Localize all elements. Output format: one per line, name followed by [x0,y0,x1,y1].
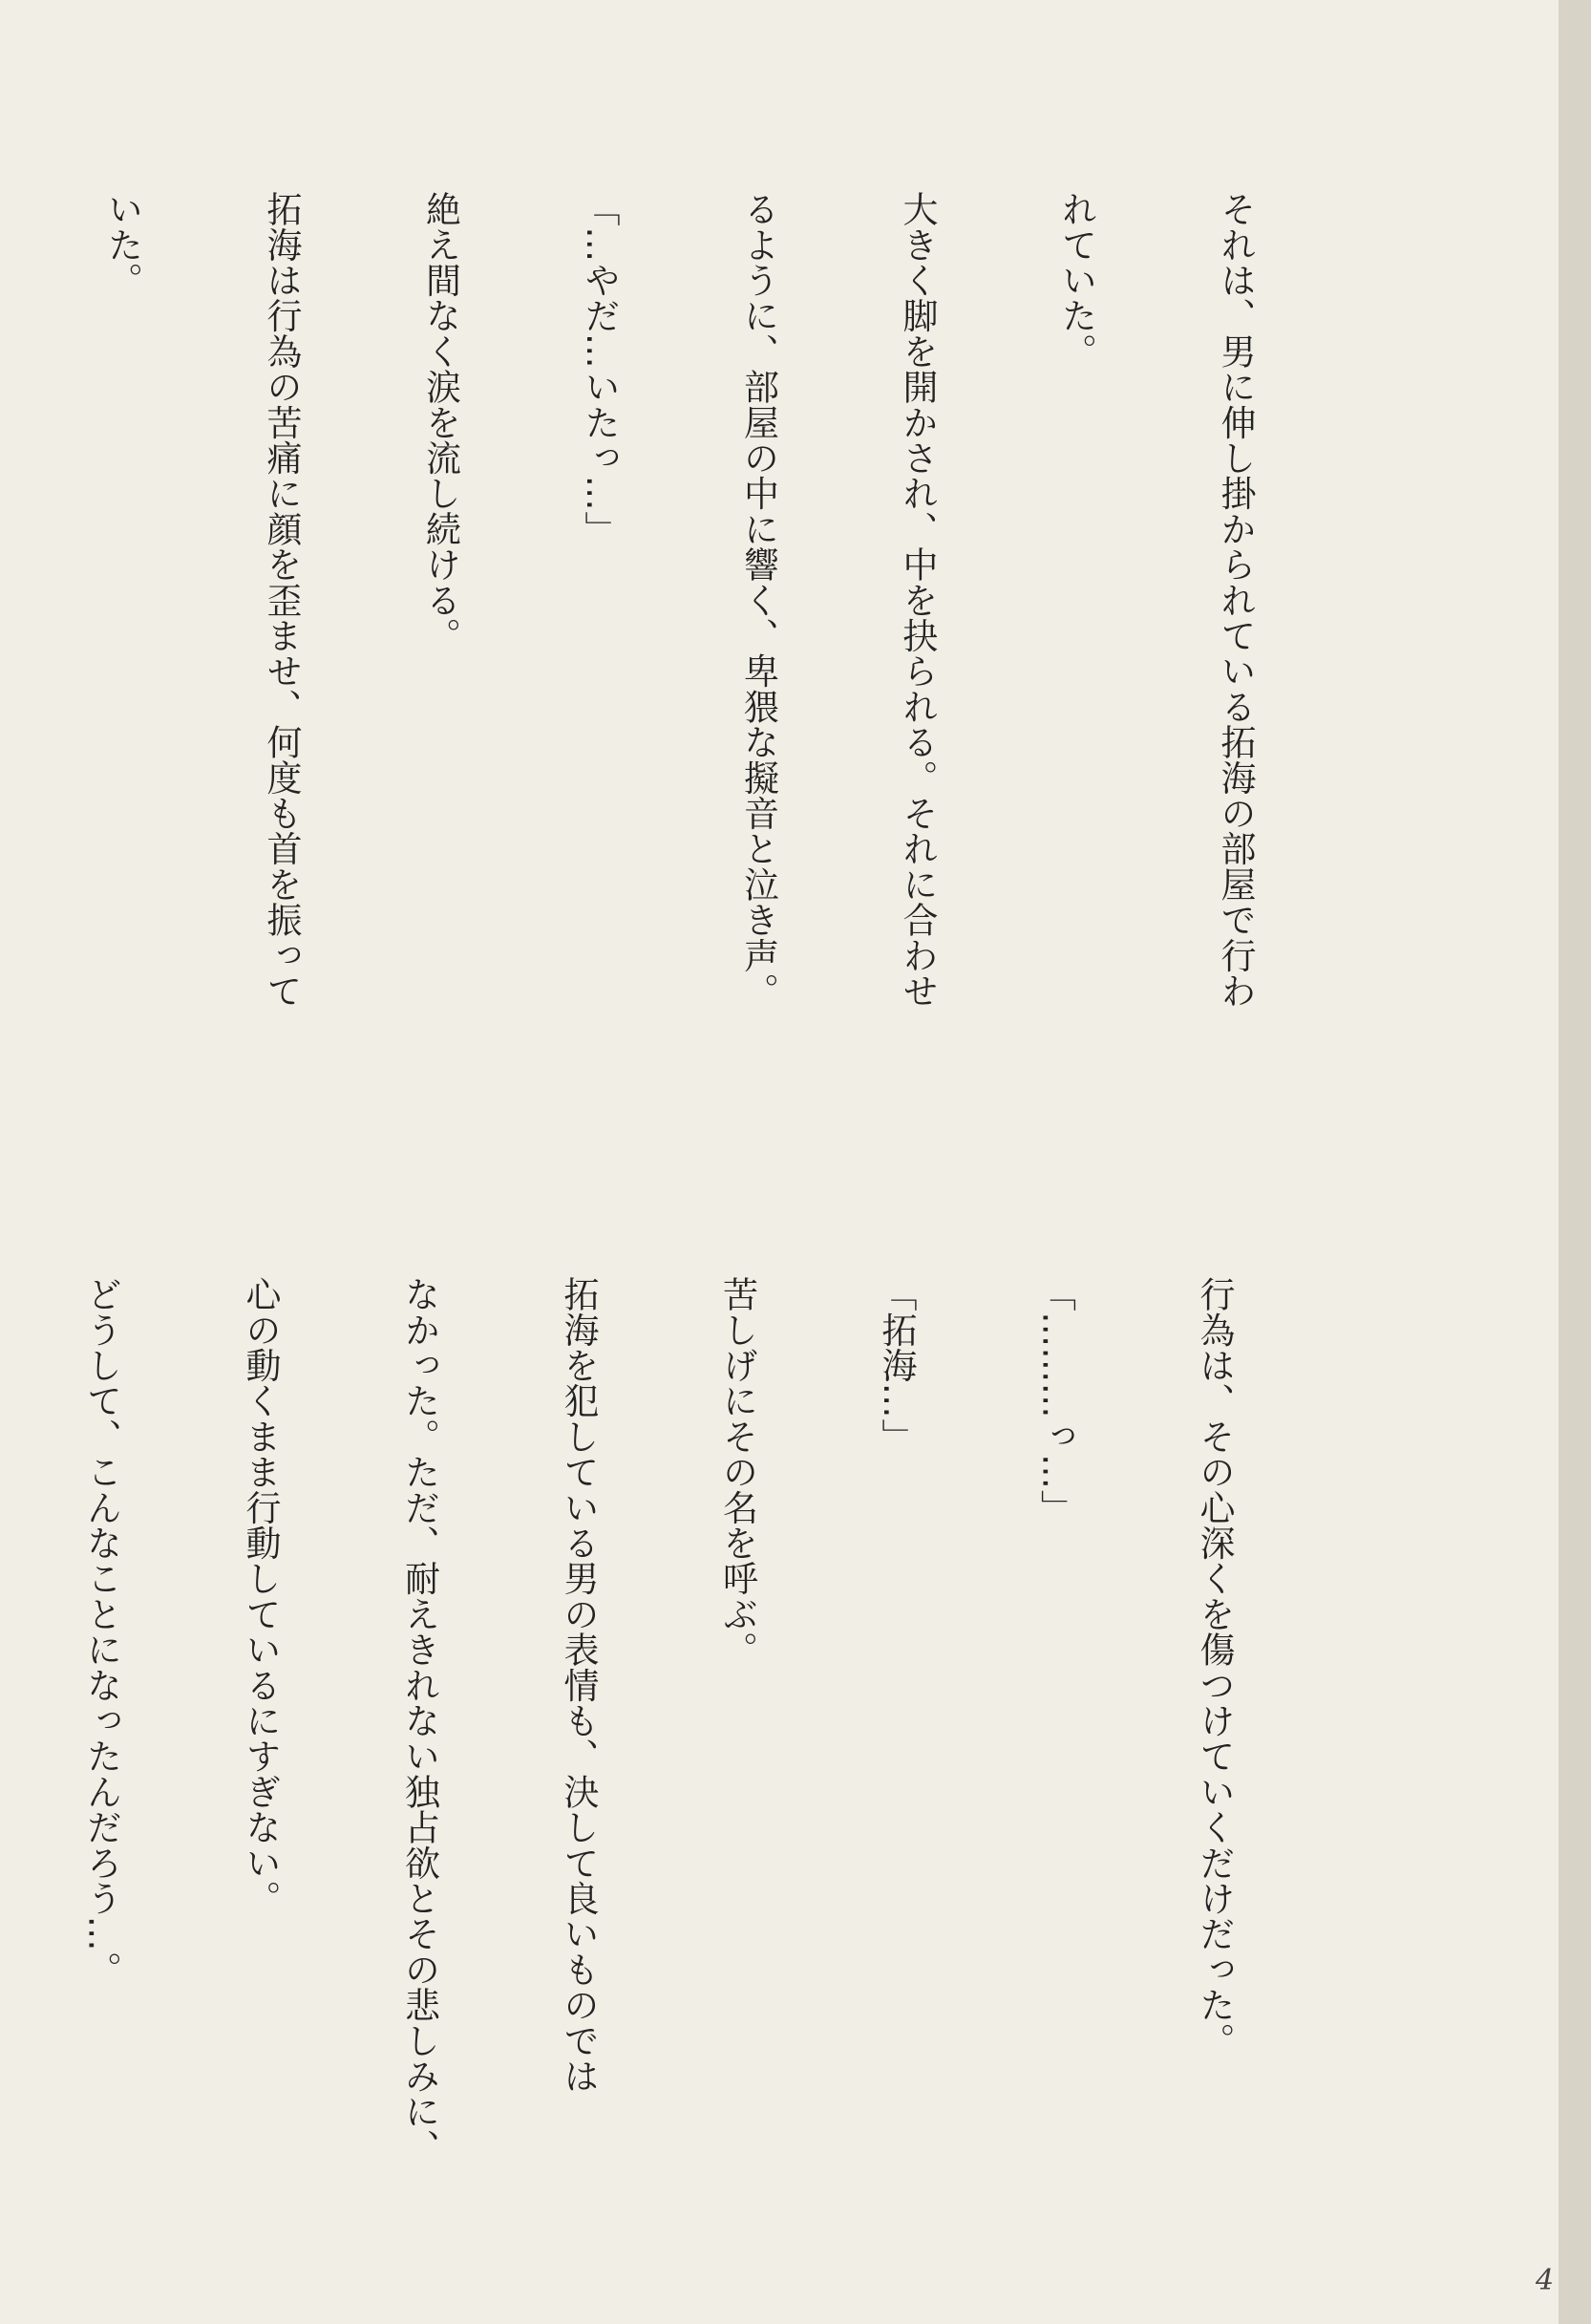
page-number: 4 [1536,2264,1555,2297]
page-edge [1559,0,1591,2324]
text-line: 大きく脚を開かされ、中を抉られる。それに合わせ [897,191,938,1009]
text-line: 拓海は行為の苦痛に顔を歪ませ、何度も首を振って [261,191,302,1009]
text-line: 「拓海…」 [876,1276,917,1454]
text-line: れていた。 [1055,191,1097,369]
text-line: 拓海を犯している男の表情も、決して良いものでは [558,1276,599,2094]
text-line: 「………っ…」 [1034,1276,1076,1525]
text-line: なかった。ただ、耐えきれない独占欲とその悲しみに、 [398,1276,440,2164]
text-line: るように、部屋の中に響く、卑猥な擬音と泣き声。 [737,191,779,1009]
text-block-bottom [0,1276,1347,2164]
text-block-top [0,191,1368,1204]
text-line: それは、男に伸し掛かられている拓海の部屋で行わ [1215,191,1256,1009]
text-line: 苦しげにその名を呼ぶ。 [716,1276,758,1668]
text-line: どうして、こんなことになったんだろう…。 [80,1276,122,1987]
text-line: 行為は、その心深くを傷つけていくだけだった。 [1194,1276,1235,2058]
text-line: 絶え間なく涙を流し続ける。 [419,191,461,653]
text-line: いた。 [101,191,143,298]
text-line: 心の動くまま行動しているにすぎない。 [240,1276,281,1916]
text-line: 「…やだ…いたっ…」 [579,191,620,546]
